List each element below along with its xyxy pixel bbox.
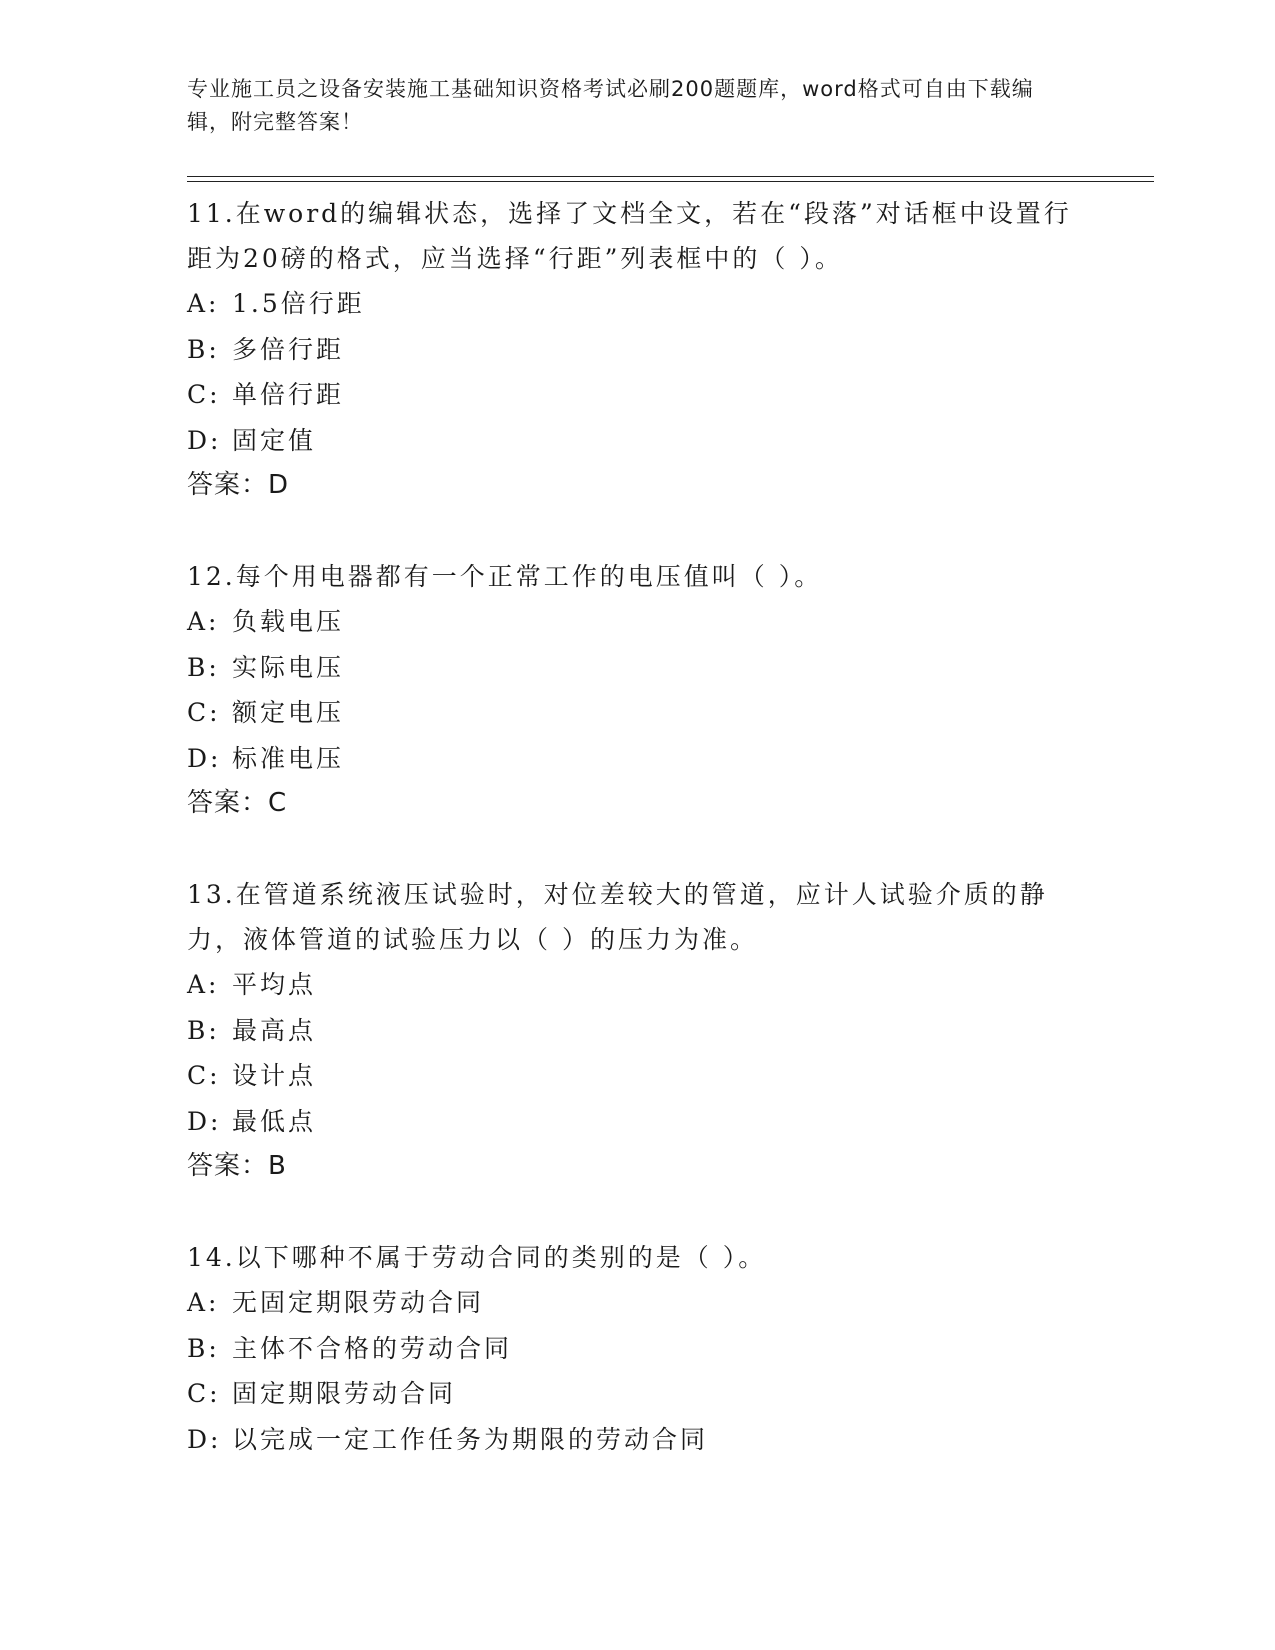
header-divider-bottom <box>187 181 1154 182</box>
option-c <box>187 1053 1087 1099</box>
answer-line: 答案：C <box>187 788 288 818</box>
option-text: 额定电压 <box>232 698 345 727</box>
question-12 <box>187 554 1087 826</box>
question-stem: 12.每个用电器都有一个正常工作的电压值叫（ ）。 <box>187 562 823 591</box>
option-d <box>187 1417 1087 1463</box>
option-letter: B: <box>187 334 220 364</box>
option-text: 单倍行距 <box>232 380 345 409</box>
option-letter: B: <box>187 1333 220 1363</box>
document-header: 专业施工员之设备安装施工基础知识资格考试必刷200题题库，word格式可自由下载编辑，附完整答案！ <box>187 77 1034 134</box>
option-b <box>187 1326 1087 1372</box>
option-letter: C: <box>187 1379 221 1408</box>
option-letter: D: <box>187 743 222 773</box>
option-letter: C: <box>187 698 221 727</box>
option-a <box>187 281 1087 327</box>
option-text: 固定期限劳动合同 <box>232 1379 457 1408</box>
option-letter: A: <box>187 607 220 636</box>
option-text: 多倍行距 <box>232 334 345 364</box>
option-a <box>187 962 1087 1008</box>
question-stem: 13.在管道系统液压试验时，对位差较大的管道，应计人试验介质的静力，液体管道的试验压力以（ ）的压力为准。 <box>187 880 1048 954</box>
question-11 <box>187 191 1087 508</box>
question-stem: 14.以下哪种不属于劳动合同的类别的是（ ）。 <box>187 1243 767 1272</box>
option-text: 设计点 <box>232 1061 317 1090</box>
option-a <box>187 1280 1087 1326</box>
option-letter: A: <box>187 289 220 318</box>
option-text: 标准电压 <box>232 743 345 773</box>
option-text: 1.5倍行距 <box>232 289 365 318</box>
option-text: 最低点 <box>232 1106 317 1136</box>
option-d <box>187 418 1087 464</box>
question-13 <box>187 872 1087 1189</box>
option-text: 负载电压 <box>232 607 345 636</box>
option-letter: A: <box>187 970 220 999</box>
option-a <box>187 599 1087 645</box>
option-text: 主体不合格的劳动合同 <box>232 1333 513 1363</box>
option-letter: D: <box>187 1106 222 1136</box>
option-letter: D: <box>187 1424 222 1454</box>
option-letter: A: <box>187 1288 220 1317</box>
option-c <box>187 690 1087 736</box>
option-letter: C: <box>187 1061 221 1090</box>
option-c <box>187 372 1087 418</box>
option-text: 最高点 <box>232 1015 317 1045</box>
option-text: 以完成一定工作任务为期限的劳动合同 <box>232 1424 709 1454</box>
question-list <box>187 191 1087 1508</box>
option-b <box>187 327 1087 373</box>
header-divider-top <box>187 176 1154 177</box>
option-d <box>187 1099 1087 1145</box>
question-stem: 11.在word的编辑状态，选择了文档全文，若在“段落”对话框中设置行距为20磅的格式，应当选择“行距”列表框中的（ ）。 <box>187 199 1072 273</box>
option-letter: C: <box>187 380 221 409</box>
answer-line: 答案：D <box>187 470 290 500</box>
option-c <box>187 1371 1087 1417</box>
option-b <box>187 645 1087 691</box>
option-letter: B: <box>187 652 220 682</box>
question-14 <box>187 1235 1087 1462</box>
option-letter: B: <box>187 1015 220 1045</box>
option-text: 实际电压 <box>232 652 345 682</box>
option-text: 无固定期限劳动合同 <box>232 1288 485 1317</box>
option-d <box>187 736 1087 782</box>
option-b <box>187 1008 1087 1054</box>
option-text: 固定值 <box>232 425 317 455</box>
option-letter: D: <box>187 425 222 455</box>
answer-line: 答案：B <box>187 1151 287 1181</box>
option-text: 平均点 <box>232 970 317 999</box>
